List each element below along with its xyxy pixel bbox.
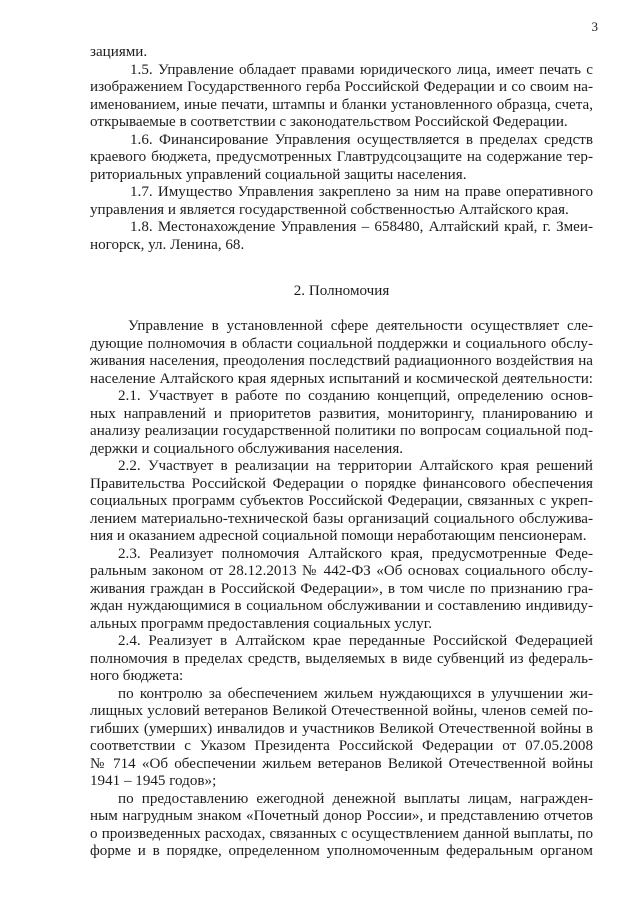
text-line: изображением Государственного герба Российской Федерации и со своим на- xyxy=(90,79,593,95)
text-line: Правительства Российской Федерации о порядке финансового обеспечения xyxy=(90,475,593,492)
text-line: 1941 – 1945 годов»; xyxy=(90,773,217,789)
text-line: живания населения, преодоления последствий радиационного воздействия на xyxy=(90,353,593,369)
text-line: ждан нуждающимися в социальном обслуживании и составлению индивиду- xyxy=(90,598,593,614)
text-line: Управление в установленной сфере деятельности осуществляет сле- xyxy=(128,318,593,334)
text-line: ногорск, ул. Ленина, 68. xyxy=(90,236,245,253)
text-line: население Алтайского края ядерных испытаний и космической деятельности: xyxy=(90,370,593,387)
text-line: зациями. xyxy=(90,44,148,60)
text-line: ния и оказанием адресной социальной помощи неработающим пенсионерам. xyxy=(90,528,587,544)
text-line: лищных условий ветеранов Великой Отечественной войны, членов семей по- xyxy=(90,703,593,719)
text-line: дующие полномочия в области социальной поддержки и социального обслу- xyxy=(90,335,593,352)
text-line: 2.4. Реализует в Алтайском крае переданные Российской Федерацией xyxy=(118,633,593,649)
text-line: лением материально-технической базы организаций социального обслужива- xyxy=(90,510,593,527)
text-line: по контролю за обеспечением жильем нуждающихся в улучшении жи- xyxy=(118,685,593,702)
text-line: 1.8. Местонахождение Управления – 658480, Алтайский край, г. Змеи- xyxy=(130,219,593,235)
section-heading: 2. Полномочия xyxy=(293,283,390,299)
text-line: анализу реализации государственной политики по вопросам социальной под- xyxy=(90,423,593,439)
text-line: № 714 «Об обеспечении жильем ветеранов Великой Отечественной войны xyxy=(90,755,593,772)
text-line: 1.5. Управление обладает правами юридического лица, имеет печать с xyxy=(130,61,593,78)
text-line: открываемые в соответствии с законодательством Российской Федерации. xyxy=(90,114,568,130)
text-line: краевого бюджета, предусмотренных Главтрудсоцзащите на содержание тер- xyxy=(90,149,593,165)
text-line: 1.7. Имущество Управления закреплено за ним на праве оперативного xyxy=(130,184,593,200)
text-line: 2.1. Участвует в работе по созданию концепций, определению основ- xyxy=(118,388,593,404)
text-line: полномочия в пределах средств, выделяемых в виде субвенций из федераль- xyxy=(90,650,593,667)
text-line: ного бюджета: xyxy=(90,668,184,684)
text-line: живания граждан в Российской Федерации», в том числе по признанию гра- xyxy=(90,580,593,597)
text-line: ральным законом от 28.12.2013 № 442-ФЗ «Об основах социального обслу- xyxy=(90,563,593,579)
text-line: управления и является государственной собственностью Алтайского края. xyxy=(90,201,569,218)
text-line: альных программ предоставления социальных услуг. xyxy=(90,615,432,632)
text-line: гибших (умерших) инвалидов и участников Великой Отечественной войны в xyxy=(90,720,593,737)
text-line: о произведенных расходах, связанных с осуществлением данной выплаты, по xyxy=(90,825,593,842)
page-number: 3 xyxy=(591,19,598,34)
text-line: ным нагрудным знаком «Почетный донор России», и представлению отчетов xyxy=(90,808,593,824)
text-line: именованием, иные печати, штампы и бланки установленного образца, счета, xyxy=(90,96,593,113)
text-line: соответствии с Указом Президента Российской Федерации от 07.05.2008 xyxy=(90,738,593,754)
text-line: социальных программ субъектов Российской Федерации, связанных с укреп- xyxy=(90,493,593,509)
text-line: 2.2. Участвует в реализации на территории Алтайского края решений xyxy=(118,458,593,474)
section-1-continuation xyxy=(90,44,593,254)
text-line: держки и социального обслуживания населения. xyxy=(90,440,404,457)
text-line: риториальных управлений социальной защиты населения. xyxy=(90,166,467,183)
text-line: по предоставлению ежегодной денежной выплаты лицам, награжден- xyxy=(118,790,593,807)
text-line: 1.6. Финансирование Управления осуществляется в пределах средств xyxy=(130,131,593,148)
text-line: 2.3. Реализует полномочия Алтайского края, предусмотренные Феде- xyxy=(118,545,593,562)
section-2-body xyxy=(90,318,593,861)
text-line: форме и в порядке, определенном уполномоченным федеральным органом xyxy=(90,843,593,859)
text-line: ных направлений и приоритетов развития, мониторингу, планированию и xyxy=(90,405,593,422)
